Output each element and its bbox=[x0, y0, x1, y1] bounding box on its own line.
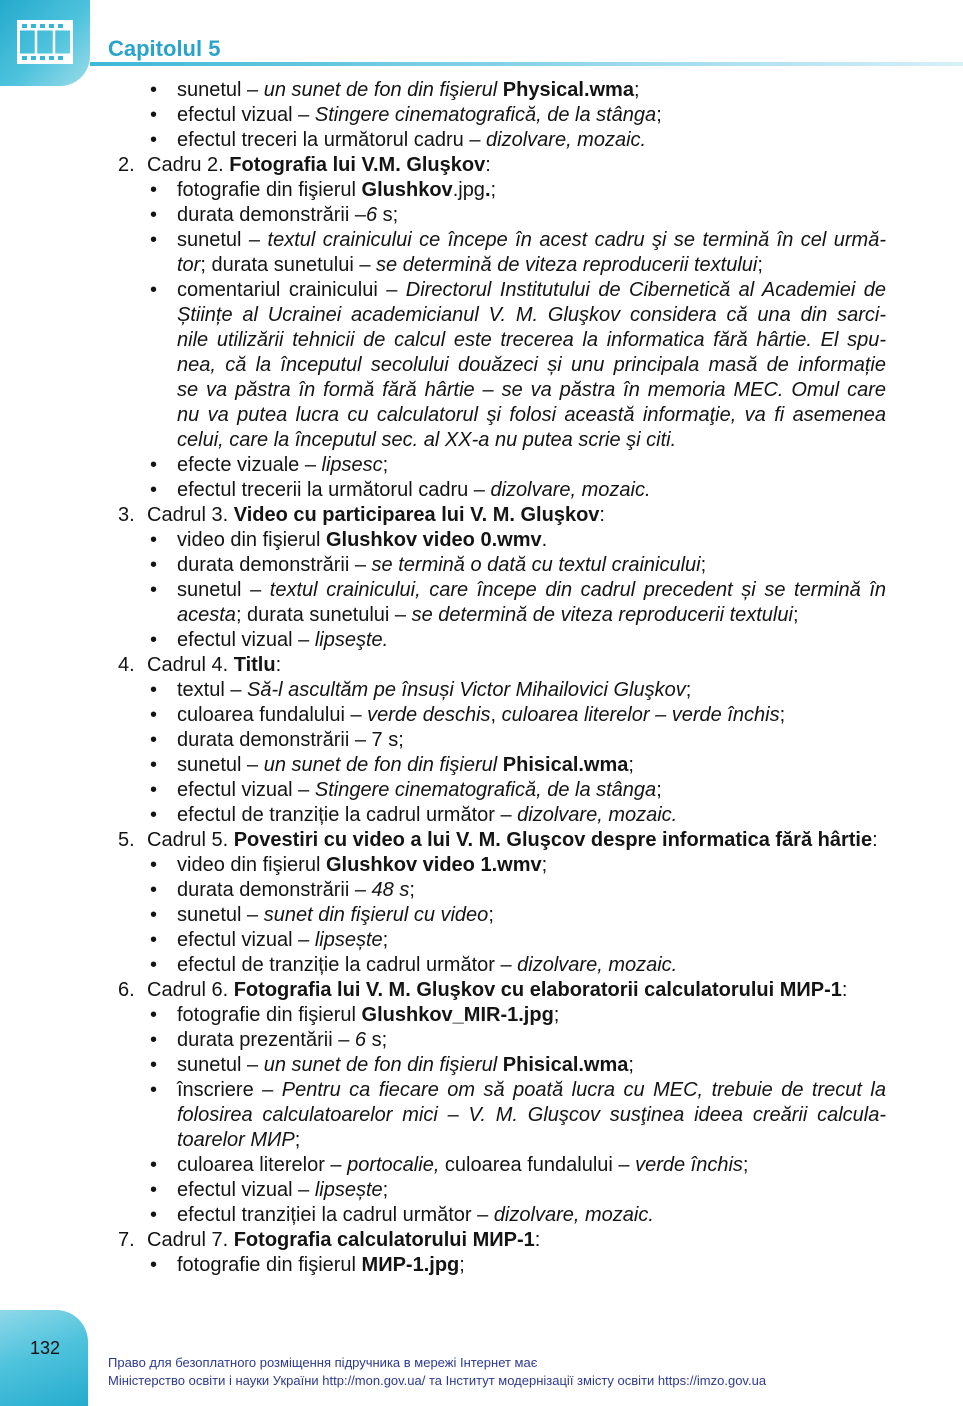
text-segment: ; bbox=[490, 179, 497, 201]
bullet-marker: • bbox=[150, 704, 158, 726]
numbered-item bbox=[0, 153, 963, 178]
bullet-marker: • bbox=[150, 1254, 158, 1276]
item-text bbox=[177, 478, 886, 503]
text-segment: : bbox=[841, 979, 848, 1001]
numbered-item bbox=[0, 653, 963, 678]
numbered-item bbox=[0, 978, 963, 1003]
bullet-marker: • bbox=[150, 1054, 158, 1076]
bold-text: Fotografia calculatorului МИР-1 bbox=[233, 1229, 535, 1251]
text-segment: ; bbox=[792, 604, 799, 626]
text-segment: ; bbox=[742, 1154, 749, 1176]
item-text bbox=[177, 278, 886, 303]
bullet-item bbox=[0, 578, 963, 603]
item-text bbox=[177, 453, 886, 478]
italic-text: se va păstra în formă fără hârtie – se va păstra în memoria MEC. Omul care bbox=[177, 379, 886, 401]
item-text bbox=[177, 103, 886, 128]
bullet-item bbox=[0, 803, 963, 828]
bullet-marker: • bbox=[150, 1154, 158, 1176]
italic-text: 6 bbox=[354, 1029, 367, 1051]
bullet-item bbox=[0, 128, 963, 153]
text-segment: durata demonstrării – bbox=[177, 554, 372, 576]
text-segment: ; durata sunetului – bbox=[235, 604, 412, 626]
bullet-item bbox=[0, 953, 963, 978]
text-segment: : bbox=[485, 154, 491, 176]
item-text bbox=[177, 178, 886, 203]
italic-text: lipsește bbox=[314, 1179, 383, 1201]
item-text bbox=[177, 678, 886, 703]
text-segment: s; bbox=[366, 1029, 388, 1051]
text-segment: fotografie din fişierul bbox=[177, 1004, 362, 1026]
text-segment: : bbox=[872, 829, 878, 851]
item-text bbox=[177, 1128, 886, 1153]
italic-text: Să-l ascultăm pe însuși Victor Mihailovici Gluşkov bbox=[247, 679, 686, 701]
item-continuation-line bbox=[0, 603, 963, 628]
text-segment: efectul vizual – bbox=[177, 779, 315, 801]
bold-text: Physical.wma bbox=[502, 79, 634, 101]
text-segment: durata demonstrării – 7 s; bbox=[177, 729, 404, 751]
bold-text: Phisical.wma bbox=[502, 1054, 629, 1076]
bullet-item bbox=[0, 628, 963, 653]
italic-text: un sunet de fon din fişierul bbox=[263, 1054, 503, 1076]
italic-text: nile utilizării tehnicii de calcul este trecerea la informatica fără hârtie. El spu- bbox=[177, 329, 886, 351]
bullet-marker: • bbox=[150, 229, 158, 251]
text-segment: ; bbox=[633, 79, 640, 101]
italic-text: toarelor МИР bbox=[177, 1129, 295, 1151]
bullet-item bbox=[0, 1153, 963, 1178]
bold-text: Glushkov_MIR-1.jpg bbox=[361, 1004, 554, 1026]
item-text bbox=[177, 528, 886, 553]
text-segment: , bbox=[490, 704, 502, 726]
italic-text: textul crainicului, care începe din cadrul precedent și se termină în bbox=[269, 579, 886, 601]
italic-text: folosirea calculatoarelor mici – V. M. Gluşcov susţinea ideea creării calcula- bbox=[177, 1104, 886, 1126]
text-segment: ; durata sunetului – bbox=[200, 254, 377, 276]
film-strip-icon bbox=[17, 20, 73, 64]
text-segment: durata prezentării – bbox=[177, 1029, 355, 1051]
item-text bbox=[147, 978, 886, 1003]
text-segment: culoarea literelor – bbox=[177, 1154, 348, 1176]
text-segment: ; bbox=[553, 1004, 560, 1026]
item-text bbox=[177, 953, 886, 978]
text-segment: fotografie din fişierul bbox=[177, 179, 362, 201]
text-segment: fotografie din fişierul bbox=[177, 1254, 362, 1276]
bullet-marker: • bbox=[150, 454, 158, 476]
bullet-item bbox=[0, 728, 963, 753]
text-segment: . bbox=[541, 529, 548, 551]
item-number: 3. bbox=[118, 504, 135, 526]
text-segment: ; bbox=[382, 1179, 389, 1201]
text-segment: efectul vizual – bbox=[177, 629, 315, 651]
text-segment: video din fişierul bbox=[177, 854, 326, 876]
item-number: 5. bbox=[118, 829, 135, 851]
text-segment: ; bbox=[628, 1054, 634, 1076]
italic-text: lipsește bbox=[314, 929, 383, 951]
item-text bbox=[147, 153, 886, 178]
text-segment: Cadrul 5. bbox=[147, 829, 234, 851]
item-continuation-line bbox=[0, 353, 963, 378]
item-text bbox=[177, 428, 886, 453]
item-text bbox=[147, 828, 886, 853]
text-segment: efectul trecerii la următorul cadru – bbox=[177, 479, 491, 501]
text-segment: ; bbox=[656, 779, 662, 801]
bullet-item bbox=[0, 1178, 963, 1203]
item-text bbox=[177, 578, 886, 603]
bullet-item bbox=[0, 1203, 963, 1228]
italic-text: Directorul Institutului de Cibernetică al Academiei de bbox=[405, 279, 886, 301]
italic-text: celui, care la începutul sec. al XX-a nu putea scrie şi citi. bbox=[177, 429, 677, 451]
italic-text: culoarea literelor – verde închis bbox=[501, 704, 780, 726]
text-segment: ; bbox=[656, 104, 662, 126]
text-segment: culoarea fundalului – bbox=[177, 704, 368, 726]
bullet-marker: • bbox=[150, 129, 158, 151]
item-continuation-line bbox=[0, 1103, 963, 1128]
bullet-marker: • bbox=[150, 779, 158, 801]
bullet-marker: • bbox=[150, 729, 158, 751]
item-number: 7. bbox=[118, 1229, 135, 1251]
text-segment: efecte vizuale – bbox=[177, 454, 322, 476]
bullet-marker: • bbox=[150, 554, 158, 576]
item-text bbox=[177, 1028, 886, 1053]
bullet-marker: • bbox=[150, 904, 158, 926]
bullet-item bbox=[0, 278, 963, 303]
bold-text: Glushkov video 0.wmv bbox=[325, 529, 542, 551]
text-segment: ; bbox=[459, 1254, 465, 1276]
item-text bbox=[177, 1053, 886, 1078]
item-continuation-line bbox=[0, 428, 963, 453]
text-segment: s; bbox=[377, 204, 399, 226]
text-segment: ; bbox=[757, 254, 763, 276]
header-divider bbox=[90, 62, 963, 66]
bullet-marker: • bbox=[150, 104, 158, 126]
bullet-item bbox=[0, 1028, 963, 1053]
item-text bbox=[177, 403, 886, 428]
text-segment: Cadrul 3. bbox=[147, 504, 234, 526]
bullet-marker: • bbox=[150, 754, 158, 776]
item-text bbox=[177, 353, 886, 378]
italic-text: nu va putea lucra cu calculatorul şi folosi această informaţie, va fi asemenea bbox=[177, 404, 886, 426]
italic-text: verde deschis bbox=[367, 704, 491, 726]
italic-text: sunet din fişierul cu video bbox=[263, 904, 489, 926]
item-text bbox=[147, 653, 886, 678]
item-text bbox=[177, 328, 886, 353]
bullet-item bbox=[0, 928, 963, 953]
item-text bbox=[177, 928, 886, 953]
bullet-item bbox=[0, 78, 963, 103]
item-text bbox=[177, 728, 886, 753]
item-continuation-line bbox=[0, 378, 963, 403]
bullet-item bbox=[0, 528, 963, 553]
item-continuation-line bbox=[0, 303, 963, 328]
bullet-marker: • bbox=[150, 1204, 158, 1226]
bullet-marker: • bbox=[150, 479, 158, 501]
text-segment: efectul vizual – bbox=[177, 104, 315, 126]
bullet-item bbox=[0, 703, 963, 728]
bullet-marker: • bbox=[150, 579, 158, 601]
item-text bbox=[147, 503, 886, 528]
text-segment: : bbox=[534, 1229, 541, 1251]
bold-text: Video cu participarea lui V. M. Gluşkov bbox=[233, 504, 600, 526]
bullet-item bbox=[0, 228, 963, 253]
text-segment: efectul de tranziție la cadrul următor – bbox=[177, 954, 518, 976]
bullet-marker: • bbox=[150, 279, 158, 301]
italic-text: Pentru ca fiecare om să poată lucra cu MEC, trebuie de trecut la bbox=[281, 1079, 887, 1101]
text-segment: Cadru 2. bbox=[147, 154, 230, 176]
italic-text: dizolvare, mozaic. bbox=[493, 1204, 654, 1226]
item-text bbox=[177, 603, 886, 628]
bullet-marker: • bbox=[150, 804, 158, 826]
item-text bbox=[177, 803, 886, 828]
text-segment: Cadrul 7. bbox=[147, 1229, 234, 1251]
bold-text: Phisical.wma bbox=[502, 754, 629, 776]
item-text bbox=[177, 1253, 886, 1278]
text-segment: sunetul – bbox=[177, 229, 268, 251]
bullet-marker: • bbox=[150, 954, 158, 976]
text-segment: ; bbox=[628, 754, 634, 776]
italic-text: lipsesc bbox=[321, 454, 383, 476]
bullet-item bbox=[0, 103, 963, 128]
italic-text: Stingere cinematografică, de la stânga bbox=[314, 104, 657, 126]
bullet-marker: • bbox=[150, 679, 158, 701]
italic-text: dizolvare, mozaic. bbox=[486, 129, 647, 151]
italic-text: Științe al Ucrainei academicianul V. M. Gluşkov considera că una din sarci- bbox=[177, 304, 886, 326]
item-text bbox=[177, 1153, 886, 1178]
italic-text: se termină o dată cu textul crainicului bbox=[371, 554, 701, 576]
text-segment: ; bbox=[700, 554, 707, 576]
item-text bbox=[177, 628, 886, 653]
bold-text: Glushkov video 1.wmv bbox=[325, 854, 542, 876]
bullet-item bbox=[0, 678, 963, 703]
bullet-marker: • bbox=[150, 929, 158, 951]
item-text bbox=[177, 553, 886, 578]
text-segment: ; bbox=[541, 854, 548, 876]
bullet-item bbox=[0, 1003, 963, 1028]
item-continuation-line bbox=[0, 253, 963, 278]
bullet-marker: • bbox=[150, 1029, 158, 1051]
item-text bbox=[177, 228, 886, 253]
italic-text: lipseşte. bbox=[314, 629, 389, 651]
item-continuation-line bbox=[0, 403, 963, 428]
text-segment: comentariul crainicului – bbox=[177, 279, 406, 301]
item-text bbox=[177, 1103, 886, 1128]
text-segment: textul – bbox=[177, 679, 248, 701]
bullet-marker: • bbox=[150, 79, 158, 101]
item-text bbox=[177, 128, 886, 153]
italic-text: tor bbox=[177, 254, 201, 276]
item-text bbox=[177, 1078, 886, 1103]
item-text bbox=[147, 1228, 886, 1253]
italic-text: un sunet de fon din fişierul bbox=[263, 754, 503, 776]
bullet-marker: • bbox=[150, 879, 158, 901]
bold-text: Titlu bbox=[233, 654, 276, 676]
item-text bbox=[177, 378, 886, 403]
text-segment: înscriere – bbox=[177, 1079, 282, 1101]
bullet-item bbox=[0, 203, 963, 228]
text-segment: efectul vizual – bbox=[177, 1179, 315, 1201]
text-segment: : bbox=[599, 504, 605, 526]
footer-copyright-line-2: Міністерство освіти і науки України http://mon.gov.ua/ та Інститут модернізації змісту освіти https://imzo.gov.ua bbox=[108, 1373, 767, 1388]
item-text bbox=[177, 253, 886, 278]
footer-copyright-line-1: Право для безоплатного розміщення підручника в мережі Інтернет має bbox=[108, 1355, 538, 1370]
item-number: 4. bbox=[118, 654, 135, 676]
text-segment: sunetul – bbox=[177, 754, 264, 776]
text-segment: : bbox=[275, 654, 282, 676]
item-number: 2. bbox=[118, 154, 135, 176]
bullet-item bbox=[0, 853, 963, 878]
italic-text: dizolvare, mozaic. bbox=[490, 479, 651, 501]
italic-text: un sunet de fon din fişierul bbox=[263, 79, 503, 101]
bold-text: Fotografia lui V. M. Gluşkov cu elaboratorii calculatorului МИР-1 bbox=[233, 979, 842, 1001]
text-segment: Cadrul 4. bbox=[147, 654, 234, 676]
item-number: 6. bbox=[118, 979, 135, 1001]
italic-text: portocalie, bbox=[347, 1154, 440, 1176]
text-segment: sunetul – bbox=[177, 79, 264, 101]
item-text bbox=[177, 1203, 886, 1228]
item-text bbox=[177, 853, 886, 878]
item-continuation-line bbox=[0, 1128, 963, 1153]
bold-text: Povestiri cu video a lui V. M. Gluşcov despre informatica fără hârtie bbox=[233, 829, 873, 851]
text-segment: efectul vizual – bbox=[177, 929, 315, 951]
page-number: 132 bbox=[29, 1338, 61, 1358]
text-segment: efectul treceri la următorul cadru – bbox=[177, 129, 487, 151]
italic-text: se determină de viteza reproducerii textului bbox=[411, 604, 793, 626]
page-body bbox=[0, 78, 963, 1278]
bullet-marker: • bbox=[150, 854, 158, 876]
text-segment: video din fişierul bbox=[177, 529, 326, 551]
item-text bbox=[177, 1178, 886, 1203]
text-segment: Cadrul 6. bbox=[147, 979, 234, 1001]
item-text bbox=[177, 878, 886, 903]
bullet-marker: • bbox=[150, 204, 158, 226]
item-text bbox=[177, 203, 886, 228]
text-segment: efectul de tranziție la cadrul următor – bbox=[177, 804, 518, 826]
bullet-marker: • bbox=[150, 179, 158, 201]
bullet-item bbox=[0, 478, 963, 503]
text-segment: sunetul – bbox=[177, 1054, 264, 1076]
bullet-item bbox=[0, 878, 963, 903]
bullet-marker: • bbox=[150, 1079, 158, 1101]
text-segment: ; bbox=[779, 704, 786, 726]
italic-text: Stingere cinematografică, de la stânga bbox=[314, 779, 657, 801]
bullet-marker: • bbox=[150, 1004, 158, 1026]
italic-text: 48 s bbox=[371, 879, 410, 901]
bold-text: МИР-1.jpg bbox=[361, 1254, 460, 1276]
bullet-item bbox=[0, 178, 963, 203]
text-segment: efectul tranziției la cadrul următor – bbox=[177, 1204, 494, 1226]
italic-text: nea, că la începutul secolului douăzeci și unu principala masă de informație bbox=[177, 354, 886, 376]
text-segment: durata demonstrării – bbox=[177, 204, 366, 226]
bold-text: Fotografia lui V.M. Gluşkov bbox=[229, 154, 486, 176]
italic-text: 6 bbox=[365, 204, 378, 226]
item-text bbox=[177, 78, 886, 103]
bullet-item bbox=[0, 1078, 963, 1103]
text-segment: ; bbox=[382, 454, 389, 476]
bullet-item bbox=[0, 903, 963, 928]
text-segment: ; bbox=[409, 879, 415, 901]
bold-text: . bbox=[484, 179, 491, 201]
italic-text: dizolvare, mozaic. bbox=[517, 804, 678, 826]
chapter-title: Capitolul 5 bbox=[108, 36, 221, 61]
text-segment: ; bbox=[294, 1129, 301, 1151]
numbered-item bbox=[0, 503, 963, 528]
italic-text: textul crainicului ce începe în acest cadru şi se termină în cel urmă- bbox=[267, 229, 886, 251]
numbered-item bbox=[0, 1228, 963, 1253]
bullet-item bbox=[0, 1053, 963, 1078]
item-continuation-line bbox=[0, 328, 963, 353]
item-text bbox=[177, 303, 886, 328]
chapter-corner-badge bbox=[0, 0, 90, 86]
bullet-item bbox=[0, 753, 963, 778]
bullet-marker: • bbox=[150, 1179, 158, 1201]
italic-text: se determină de viteza reproducerii textului bbox=[376, 254, 758, 276]
text-segment: culoarea fundalului – bbox=[439, 1154, 636, 1176]
text-segment: sunetul – bbox=[177, 904, 264, 926]
item-text bbox=[177, 703, 886, 728]
item-text bbox=[177, 1003, 886, 1028]
item-text bbox=[177, 753, 886, 778]
text-segment: .jpg bbox=[452, 179, 485, 201]
item-text bbox=[177, 778, 886, 803]
text-segment: ; bbox=[382, 929, 389, 951]
numbered-item bbox=[0, 828, 963, 853]
italic-text: dizolvare, mozaic. bbox=[517, 954, 678, 976]
item-text bbox=[177, 903, 886, 928]
text-segment: ; bbox=[685, 679, 692, 701]
text-segment: durata demonstrării – bbox=[177, 879, 372, 901]
text-segment: ; bbox=[488, 904, 494, 926]
bold-text: Glushkov bbox=[361, 179, 453, 201]
bullet-item bbox=[0, 553, 963, 578]
bullet-marker: • bbox=[150, 529, 158, 551]
italic-text: verde închis bbox=[635, 1154, 743, 1176]
text-segment: sunetul – bbox=[177, 579, 270, 601]
bullet-marker: • bbox=[150, 629, 158, 651]
bullet-item bbox=[0, 1253, 963, 1278]
bullet-item bbox=[0, 778, 963, 803]
bullet-item bbox=[0, 453, 963, 478]
italic-text: acesta bbox=[177, 604, 236, 626]
